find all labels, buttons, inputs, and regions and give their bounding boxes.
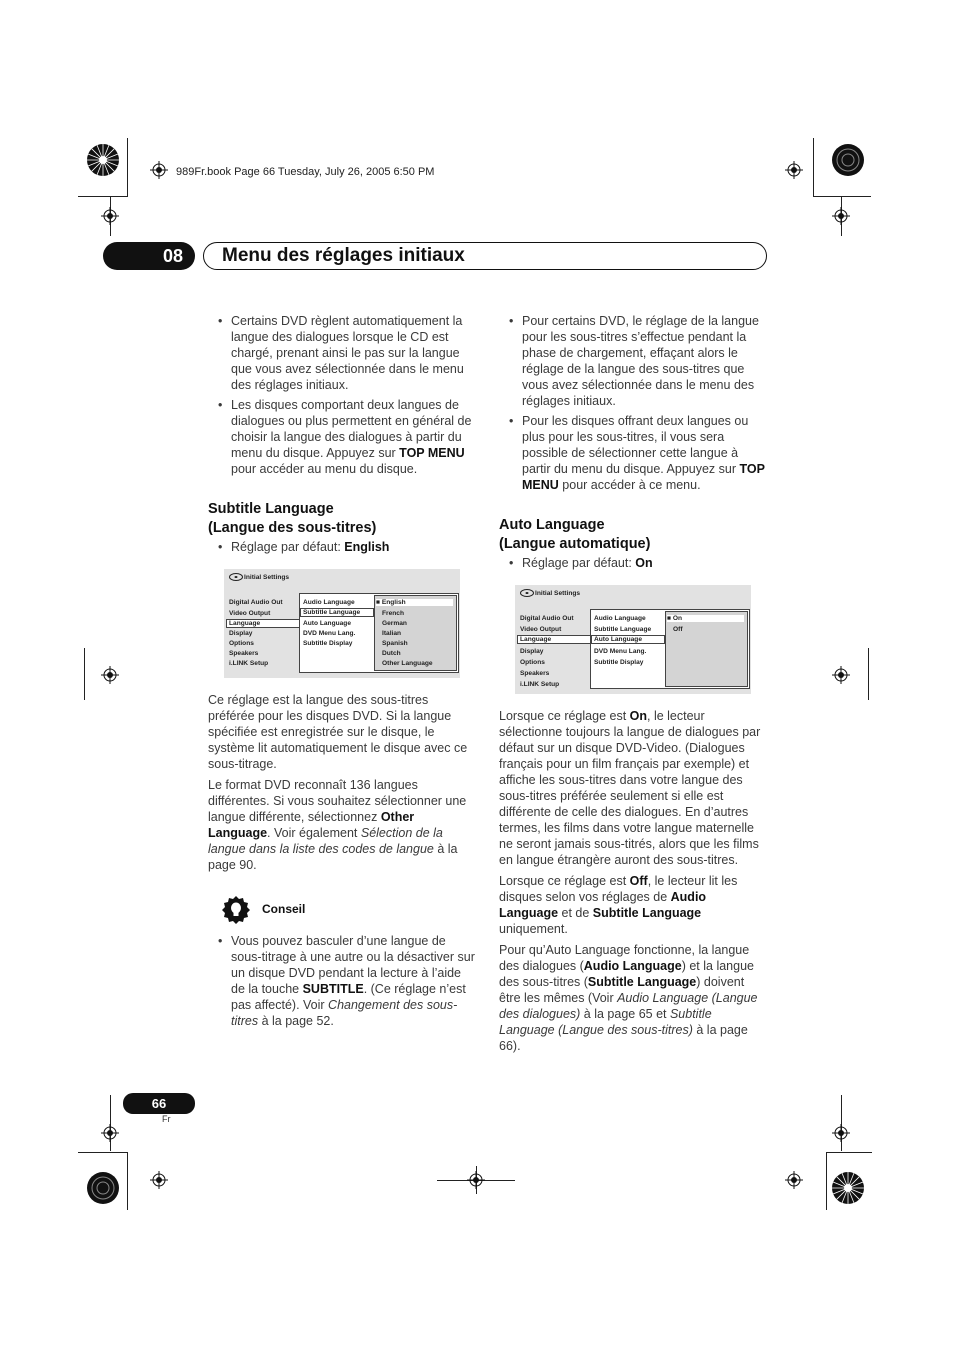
option-selected: ■ On: [667, 615, 744, 622]
disc-icon: [520, 589, 534, 597]
paragraph: Le format DVD reconnaît 136 langues différentes. Si vous souhaitez sélectionner une langue différente, sélectionnez Other Language. Voir également Sélection de la langue dans la liste des codes de langue à la page 90.: [208, 778, 467, 872]
menu-item: DVD Menu Lang.: [303, 630, 356, 637]
right-column: [499, 313, 767, 497]
option: Italian: [382, 630, 402, 637]
menu-item: Audio Language: [594, 615, 646, 622]
menu-item: i.LINK Setup: [520, 681, 560, 688]
auto-default: • Réglage par défaut: On: [499, 555, 767, 575]
menu-item: Auto Language: [303, 620, 351, 627]
crosshair-icon: [150, 161, 168, 179]
paragraph: Pour qu’Auto Language fonctionne, la langue des dialogues (Audio Language) et la langue des sous-titres (Subtitle Language) doivent être les mêmes (Voir Audio Language (Langue des dialogues) à la page 65 et Subtitle Language (Langue des sous-titres) à la page 66).: [499, 943, 758, 1053]
paragraph: Lorsque ce réglage est Off, le lecteur lit les disques selon vos réglages de Audio Language et de Subtitle Language uniquement.: [499, 874, 738, 936]
option: German: [382, 620, 407, 627]
menu-item: Subtitle Display: [303, 640, 353, 647]
menu-item: Options: [520, 659, 545, 666]
crosshair-icon: [832, 666, 850, 684]
list-item: • Vous pouvez basculer d’une langue de sous-titrage à une autre ou la désactiver sur un disque DVD pendant la lecture à l’aide de la touche SUBTITLE. (Ce réglage n’est pas affecté). Voir Changement des sous-titres à la page 52.: [208, 933, 476, 1029]
crosshair-icon: [832, 207, 850, 225]
tip-body: [208, 933, 476, 1033]
subtitle-language-heading: Subtitle Language (Langue des sous-titres): [208, 501, 377, 536]
crosshair-icon: [101, 1124, 119, 1142]
language-code: Fr: [162, 1114, 171, 1124]
right-body: [499, 708, 767, 1059]
list-item: • Certains DVD règlent automatiquement la langue des dialogues lorsque le CD est chargé, prenant ainsi le pas sur la langue que vous avez sélectionnée dans le menu des réglages initiaux.: [208, 313, 476, 393]
crosshair-icon: [467, 1171, 485, 1189]
paragraph: Ce réglage est la langue des sous-titres préférée pour les disques DVD. Si la langue spécifiée est enregistrée sur le disque, le système lit automatiquement le disque avec ce sous-titrage.: [208, 693, 468, 771]
menu-item: Digital Audio Out: [229, 599, 283, 606]
menu-item: Digital Audio Out: [520, 615, 574, 622]
menu-item-selected: Auto Language: [592, 636, 664, 643]
registration-wheel-icon: [86, 143, 120, 177]
menu-item-selected: Language: [227, 620, 301, 627]
option-selected: ■ English: [376, 599, 453, 606]
list-item: • Pour les disques offrant deux langues ou plus pour les sous-titres, il vous sera possible de sélectionner cette langue à partir du menu du disque. Appuyez sur TOP MENU pour accéder à ce menu.: [499, 413, 767, 493]
menu-item: Video Output: [229, 610, 271, 617]
menu-item: Subtitle Language: [594, 626, 652, 633]
subtitle-default: • Réglage par défaut: English: [208, 539, 476, 559]
tip-icon: [221, 895, 251, 925]
menu-item: Speakers: [520, 670, 550, 677]
menu-item: Display: [520, 648, 544, 655]
registration-wheel-icon: [86, 1171, 120, 1205]
chapter-title: Menu des réglages initiaux: [203, 242, 767, 270]
crosshair-icon: [832, 1124, 850, 1142]
disc-icon: [229, 573, 243, 581]
left-body: [208, 692, 474, 878]
menu-item: Options: [229, 640, 254, 647]
menu-item-selected: Language: [518, 636, 592, 643]
crosshair-icon: [785, 1171, 803, 1189]
menu-item: Speakers: [229, 650, 259, 657]
menu-item: DVD Menu Lang.: [594, 648, 647, 655]
option: Dutch: [382, 650, 401, 657]
menu-item: Display: [229, 630, 253, 637]
crosshair-icon: [101, 207, 119, 225]
settings-screen-auto: [515, 585, 751, 694]
crosshair-icon: [101, 666, 119, 684]
registration-wheel-icon: [831, 143, 865, 177]
menu-item: Video Output: [520, 626, 562, 633]
registration-wheel-icon: [831, 1171, 865, 1205]
page-number: 66: [123, 1093, 195, 1114]
options-panel: [665, 611, 748, 687]
auto-language-heading: Auto Language (Langue automatique): [499, 517, 651, 552]
option: Spanish: [382, 640, 408, 647]
screen-title: Initial Settings: [535, 590, 581, 597]
option: French: [382, 610, 404, 617]
left-column: [208, 313, 476, 481]
crosshair-icon: [150, 1171, 168, 1189]
option: Other Language: [382, 660, 433, 667]
book-header-line: 989Fr.book Page 66 Tuesday, July 26, 2005 6:50 PM: [176, 166, 435, 178]
list-item: • Les disques comportant deux langues de dialogues ou plus permettent en général de choisir la langue des dialogues à partir du menu du disque. Appuyez sur TOP MENU pour accéder au menu du disque.: [208, 397, 476, 477]
crosshair-icon: [785, 161, 803, 179]
chapter-number: 08: [103, 242, 195, 270]
list-item: • Pour certains DVD, le réglage de la langue pour les sous-titres s’effectue pendant la phase de chargement, effaçant alors le réglage de la langue des sous-titres que vous avez sélectionnée dans le menu des réglages initiaux.: [499, 313, 767, 409]
option: Off: [673, 626, 683, 633]
screen-title: Initial Settings: [244, 574, 290, 581]
paragraph: Lorsque ce réglage est On, le lecteur sélectionne toujours la langue de dialogues par défaut sur un disque DVD-Video. (Dialogues français pour un film français par exemple) et affiche les sous-titres dans votre langue des sous-titres préférée seulement si elle est différente de celle des dialogues. En d’autres termes, les films dans votre langue maternelle ne seront jamais sous-titrés, alors que les films en langue étrangère auront des sous-titres.: [499, 709, 761, 867]
menu-item: i.LINK Setup: [229, 660, 269, 667]
menu-item: Subtitle Display: [594, 659, 644, 666]
menu-item: Audio Language: [303, 599, 355, 606]
tip-label: Conseil: [262, 902, 306, 916]
menu-item-selected: Subtitle Language: [301, 609, 373, 616]
settings-screen-subtitle: [224, 569, 460, 678]
